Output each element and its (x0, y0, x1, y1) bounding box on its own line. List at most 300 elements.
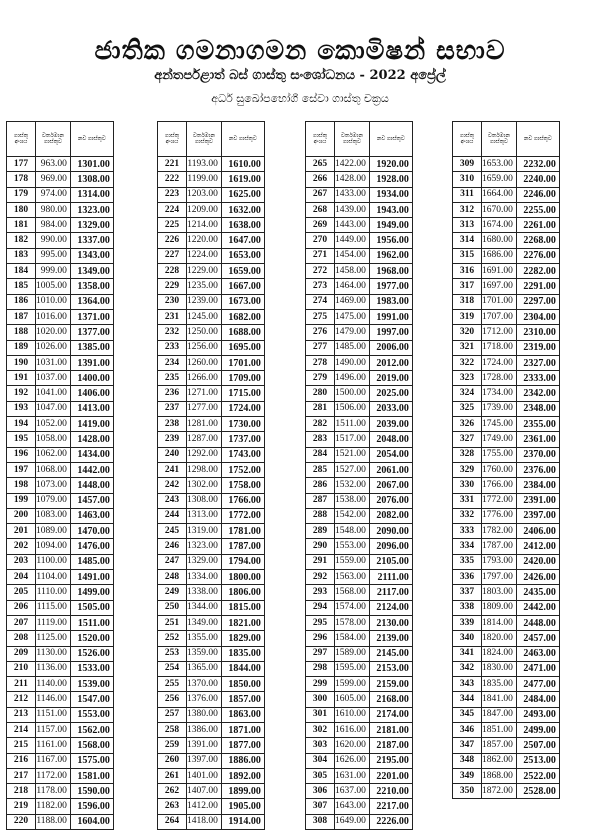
current-fare-cell: 1835.00 (482, 677, 517, 692)
fare-section-cell: 212 (7, 692, 36, 707)
current-fare-cell: 1521.00 (335, 447, 370, 462)
current-fare-cell: 1100.00 (36, 554, 71, 569)
fare-section-cell: 335 (453, 554, 482, 569)
new-fare-cell: 1752.00 (221, 462, 264, 477)
fare-section-cell: 241 (158, 462, 187, 477)
new-fare-cell: 1428.00 (70, 432, 113, 447)
fare-section-cell: 205 (7, 585, 36, 600)
current-fare-cell: 1803.00 (482, 585, 517, 600)
current-fare-cell: 1380.00 (187, 707, 222, 722)
fare-section-cell: 180 (7, 202, 36, 217)
table-row (158, 707, 265, 722)
current-fare-cell: 1734.00 (482, 386, 517, 401)
table-row (306, 554, 413, 569)
current-fare-cell: 1701.00 (482, 294, 517, 309)
table-row (453, 615, 560, 630)
table-row (158, 570, 265, 585)
fare-section-cell: 349 (453, 768, 482, 783)
new-fare-cell: 2240.00 (516, 172, 559, 187)
new-fare-cell: 2124.00 (369, 600, 412, 615)
new-fare-cell: 2348.00 (516, 401, 559, 416)
current-fare-cell: 1559.00 (335, 554, 370, 569)
table-row (7, 202, 114, 217)
new-fare-cell: 2181.00 (369, 722, 412, 737)
fare-section-cell: 317 (453, 279, 482, 294)
fare-section-cell: 181 (7, 218, 36, 233)
new-fare-cell: 2067.00 (369, 478, 412, 493)
new-fare-cell: 1400.00 (70, 371, 113, 386)
current-fare-cell: 1584.00 (335, 631, 370, 646)
current-fare-cell: 974.00 (36, 187, 71, 202)
fare-section-cell: 240 (158, 447, 187, 462)
current-fare-cell: 1125.00 (36, 631, 71, 646)
table-row (453, 707, 560, 722)
col-header-current: වර්තමාන ගාස්තුව (36, 122, 71, 157)
table-row (306, 814, 413, 829)
fare-section-cell: 216 (7, 753, 36, 768)
fare-section-cell: 320 (453, 325, 482, 340)
fare-section-cell: 305 (306, 768, 335, 783)
current-fare-cell: 1428.00 (335, 172, 370, 187)
new-fare-cell: 1949.00 (369, 218, 412, 233)
table-row (7, 309, 114, 324)
new-fare-cell: 2420.00 (516, 554, 559, 569)
new-fare-cell: 2201.00 (369, 768, 412, 783)
table-row (7, 386, 114, 401)
table-row (7, 524, 114, 539)
fare-section-cell: 296 (306, 631, 335, 646)
table-row (158, 401, 265, 416)
fare-section-cell: 206 (7, 600, 36, 615)
fare-section-cell: 232 (158, 325, 187, 340)
fare-section-cell: 233 (158, 340, 187, 355)
table-row (7, 707, 114, 722)
new-fare-cell: 1977.00 (369, 279, 412, 294)
fare-section-cell: 258 (158, 722, 187, 737)
fare-section-cell: 280 (306, 386, 335, 401)
table-row (453, 539, 560, 554)
table-row (453, 432, 560, 447)
current-fare-cell: 963.00 (36, 157, 71, 172)
new-fare-cell: 1539.00 (70, 677, 113, 692)
table-row (158, 799, 265, 814)
current-fare-cell: 1376.00 (187, 692, 222, 707)
fare-section-cell: 316 (453, 264, 482, 279)
new-fare-cell: 1337.00 (70, 233, 113, 248)
current-fare-cell: 1277.00 (187, 401, 222, 416)
table-row (158, 493, 265, 508)
table-row (453, 631, 560, 646)
current-fare-cell: 1016.00 (36, 309, 71, 324)
current-fare-cell: 1664.00 (482, 187, 517, 202)
table-row (158, 554, 265, 569)
current-fare-cell: 1872.00 (482, 784, 517, 799)
current-fare-cell: 1718.00 (482, 340, 517, 355)
current-fare-cell: 1365.00 (187, 661, 222, 676)
current-fare-cell: 1532.00 (335, 478, 370, 493)
current-fare-cell: 1083.00 (36, 508, 71, 523)
new-fare-cell: 1800.00 (221, 570, 264, 585)
fare-section-cell: 263 (158, 799, 187, 814)
table-row (7, 539, 114, 554)
table-row (306, 722, 413, 737)
new-fare-cell: 2477.00 (516, 677, 559, 692)
fare-section-cell: 221 (158, 157, 187, 172)
current-fare-cell: 1068.00 (36, 462, 71, 477)
new-fare-cell: 1575.00 (70, 753, 113, 768)
page-title: ජාතික ගමනාගමන කොමිෂන් සභාව (94, 36, 506, 66)
table-row (306, 524, 413, 539)
table-row (158, 692, 265, 707)
fare-section-cell: 302 (306, 722, 335, 737)
table-row (306, 753, 413, 768)
table-row (306, 600, 413, 615)
table-row (453, 677, 560, 692)
col-header-new: නව ගාස්තුව (516, 122, 559, 157)
table-row (158, 371, 265, 386)
table-row (306, 355, 413, 370)
current-fare-cell: 1178.00 (36, 784, 71, 799)
new-fare-cell: 2463.00 (516, 646, 559, 661)
table-row (306, 478, 413, 493)
table-row (158, 248, 265, 263)
fare-section-cell: 195 (7, 432, 36, 447)
table-row (453, 692, 560, 707)
table-row (453, 462, 560, 477)
new-fare-cell: 2391.00 (516, 493, 559, 508)
current-fare-cell: 1553.00 (335, 539, 370, 554)
table-row (7, 600, 114, 615)
new-fare-cell: 2327.00 (516, 355, 559, 370)
fare-section-cell: 291 (306, 554, 335, 569)
current-fare-cell: 1104.00 (36, 570, 71, 585)
fare-section-cell: 297 (306, 646, 335, 661)
table-row (158, 768, 265, 783)
table-row (453, 646, 560, 661)
new-fare-cell: 2174.00 (369, 707, 412, 722)
current-fare-cell: 1157.00 (36, 722, 71, 737)
current-fare-cell: 1538.00 (335, 493, 370, 508)
new-fare-cell: 1844.00 (221, 661, 264, 676)
fare-section-cell: 226 (158, 233, 187, 248)
table-row (7, 462, 114, 477)
table-row (306, 661, 413, 676)
new-fare-cell: 1886.00 (221, 753, 264, 768)
current-fare-cell: 1511.00 (335, 417, 370, 432)
current-fare-cell: 1659.00 (482, 172, 517, 187)
new-fare-cell: 2255.00 (516, 202, 559, 217)
current-fare-cell: 1793.00 (482, 554, 517, 569)
current-fare-cell: 1439.00 (335, 202, 370, 217)
table-row (453, 508, 560, 523)
fare-section-cell: 251 (158, 615, 187, 630)
current-fare-cell: 1857.00 (482, 738, 517, 753)
new-fare-cell: 1358.00 (70, 279, 113, 294)
current-fare-cell: 1680.00 (482, 233, 517, 248)
fare-section-cell: 326 (453, 417, 482, 432)
current-fare-cell: 1073.00 (36, 478, 71, 493)
current-fare-cell: 1599.00 (335, 677, 370, 692)
fare-section-cell: 245 (158, 524, 187, 539)
new-fare-cell: 1688.00 (221, 325, 264, 340)
fare-section-cell: 325 (453, 401, 482, 416)
new-fare-cell: 2499.00 (516, 722, 559, 737)
current-fare-cell: 1542.00 (335, 508, 370, 523)
table-row (453, 585, 560, 600)
new-fare-cell: 2246.00 (516, 187, 559, 202)
fare-section-cell: 214 (7, 722, 36, 737)
table-row (306, 677, 413, 692)
fare-section-cell: 289 (306, 524, 335, 539)
table-row (306, 264, 413, 279)
fare-section-cell: 281 (306, 401, 335, 416)
fare-section-cell: 321 (453, 340, 482, 355)
new-fare-cell: 1709.00 (221, 371, 264, 386)
fare-section-cell: 327 (453, 432, 482, 447)
new-fare-cell: 2435.00 (516, 585, 559, 600)
fare-section-cell: 191 (7, 371, 36, 386)
table-row (453, 722, 560, 737)
fare-section-cell: 222 (158, 172, 187, 187)
new-fare-cell: 1899.00 (221, 784, 264, 799)
new-fare-cell: 1590.00 (70, 784, 113, 799)
current-fare-cell: 1454.00 (335, 248, 370, 263)
table-row (453, 187, 560, 202)
current-fare-cell: 1755.00 (482, 447, 517, 462)
new-fare-cell: 1349.00 (70, 264, 113, 279)
new-fare-cell: 1943.00 (369, 202, 412, 217)
table-row (453, 264, 560, 279)
new-fare-cell: 1983.00 (369, 294, 412, 309)
fare-section-cell: 183 (7, 248, 36, 263)
table-row (7, 631, 114, 646)
current-fare-cell: 1653.00 (482, 157, 517, 172)
new-fare-cell: 1638.00 (221, 218, 264, 233)
current-fare-cell: 1749.00 (482, 432, 517, 447)
fare-section-cell: 186 (7, 294, 36, 309)
current-fare-cell: 1686.00 (482, 248, 517, 263)
table-row (306, 570, 413, 585)
fare-section-cell: 347 (453, 738, 482, 753)
table-row (7, 646, 114, 661)
fare-section-cell: 218 (7, 784, 36, 799)
fare-section-cell: 288 (306, 508, 335, 523)
new-fare-cell: 2522.00 (516, 768, 559, 783)
fare-section-cell: 189 (7, 340, 36, 355)
table-row (306, 738, 413, 753)
fare-section-cell: 286 (306, 478, 335, 493)
current-fare-cell: 984.00 (36, 218, 71, 233)
current-fare-cell: 1329.00 (187, 554, 222, 569)
current-fare-cell: 1344.00 (187, 600, 222, 615)
fare-section-cell: 203 (7, 554, 36, 569)
fare-section-cell: 311 (453, 187, 482, 202)
fare-section-cell: 310 (453, 172, 482, 187)
current-fare-cell: 1266.00 (187, 371, 222, 386)
current-fare-cell: 1809.00 (482, 600, 517, 615)
current-fare-cell: 1119.00 (36, 615, 71, 630)
table-row (306, 646, 413, 661)
table-row (7, 554, 114, 569)
col-header-section: ගාස්තු අංශය (158, 122, 187, 157)
new-fare-cell: 1737.00 (221, 432, 264, 447)
fare-section-cell: 220 (7, 814, 36, 829)
new-fare-cell: 1905.00 (221, 799, 264, 814)
current-fare-cell: 1250.00 (187, 325, 222, 340)
table-row (158, 172, 265, 187)
new-fare-cell: 1857.00 (221, 692, 264, 707)
new-fare-cell: 2397.00 (516, 508, 559, 523)
table-row (306, 768, 413, 783)
current-fare-cell: 1062.00 (36, 447, 71, 462)
new-fare-cell: 1724.00 (221, 401, 264, 416)
table-row (453, 554, 560, 569)
fare-section-cell: 179 (7, 187, 36, 202)
current-fare-cell: 999.00 (36, 264, 71, 279)
table-row (453, 294, 560, 309)
fare-section-cell: 228 (158, 264, 187, 279)
table-row (453, 600, 560, 615)
current-fare-cell: 1058.00 (36, 432, 71, 447)
table-row (453, 478, 560, 493)
current-fare-cell: 1319.00 (187, 524, 222, 539)
table-row (306, 784, 413, 799)
fare-section-cell: 315 (453, 248, 482, 263)
table-row (453, 355, 560, 370)
current-fare-cell: 1256.00 (187, 340, 222, 355)
fare-section-cell: 197 (7, 462, 36, 477)
fare-section-cell: 250 (158, 600, 187, 615)
new-fare-cell: 2457.00 (516, 631, 559, 646)
new-fare-cell: 2319.00 (516, 340, 559, 355)
new-fare-cell: 1787.00 (221, 539, 264, 554)
current-fare-cell: 1797.00 (482, 570, 517, 585)
new-fare-cell: 2082.00 (369, 508, 412, 523)
fare-section-cell: 213 (7, 707, 36, 722)
table-row (453, 157, 560, 172)
current-fare-cell: 1140.00 (36, 677, 71, 692)
current-fare-cell: 1422.00 (335, 157, 370, 172)
current-fare-cell: 1386.00 (187, 722, 222, 737)
table-row (7, 738, 114, 753)
new-fare-cell: 1406.00 (70, 386, 113, 401)
fare-section-cell: 285 (306, 462, 335, 477)
fare-section-cell: 264 (158, 814, 187, 829)
fare-section-cell: 267 (306, 187, 335, 202)
fare-section-cell: 306 (306, 784, 335, 799)
fare-section-cell: 309 (453, 157, 482, 172)
col-header-section: ගාස්තු අංශය (306, 122, 335, 157)
new-fare-cell: 1391.00 (70, 355, 113, 370)
table-row (453, 447, 560, 462)
new-fare-cell: 2210.00 (369, 784, 412, 799)
table-row (306, 417, 413, 432)
current-fare-cell: 1349.00 (187, 615, 222, 630)
fare-section-cell: 192 (7, 386, 36, 401)
fare-section-cell: 217 (7, 768, 36, 783)
fare-section-cell: 304 (306, 753, 335, 768)
new-fare-cell: 1730.00 (221, 417, 264, 432)
new-fare-cell: 2111.00 (369, 570, 412, 585)
fare-section-cell: 339 (453, 615, 482, 630)
new-fare-cell: 1610.00 (221, 157, 264, 172)
table-row (158, 738, 265, 753)
fare-section-cell: 238 (158, 417, 187, 432)
fare-section-cell: 332 (453, 508, 482, 523)
table-row (158, 631, 265, 646)
fare-section-cell: 275 (306, 309, 335, 324)
fare-section-cell: 185 (7, 279, 36, 294)
current-fare-cell: 1697.00 (482, 279, 517, 294)
table-row (306, 309, 413, 324)
current-fare-cell: 1005.00 (36, 279, 71, 294)
new-fare-cell: 1682.00 (221, 309, 264, 324)
new-fare-cell: 2232.00 (516, 157, 559, 172)
current-fare-cell: 1830.00 (482, 661, 517, 676)
new-fare-cell: 2333.00 (516, 371, 559, 386)
new-fare-cell: 1533.00 (70, 661, 113, 676)
fare-section-cell: 334 (453, 539, 482, 554)
new-fare-cell: 1863.00 (221, 707, 264, 722)
fare-section-cell: 194 (7, 417, 36, 432)
table-row (306, 325, 413, 340)
new-fare-cell: 1457.00 (70, 493, 113, 508)
fare-section-cell: 242 (158, 478, 187, 493)
new-fare-cell: 2145.00 (369, 646, 412, 661)
current-fare-cell: 1631.00 (335, 768, 370, 783)
table-row (158, 264, 265, 279)
new-fare-cell: 2096.00 (369, 539, 412, 554)
new-fare-cell: 1364.00 (70, 294, 113, 309)
fare-section-cell: 299 (306, 677, 335, 692)
current-fare-cell: 1260.00 (187, 355, 222, 370)
fare-section-cell: 259 (158, 738, 187, 753)
current-fare-cell: 1020.00 (36, 325, 71, 340)
table-row (306, 707, 413, 722)
fare-section-cell: 208 (7, 631, 36, 646)
current-fare-cell: 1041.00 (36, 386, 71, 401)
current-fare-cell: 1548.00 (335, 524, 370, 539)
current-fare-cell: 1151.00 (36, 707, 71, 722)
fare-section-cell: 303 (306, 738, 335, 753)
current-fare-cell: 1203.00 (187, 187, 222, 202)
table-row (7, 340, 114, 355)
current-fare-cell: 1418.00 (187, 814, 222, 829)
new-fare-cell: 1476.00 (70, 539, 113, 554)
fare-section-cell: 298 (306, 661, 335, 676)
current-fare-cell: 1449.00 (335, 233, 370, 248)
current-fare-cell: 1605.00 (335, 692, 370, 707)
fare-section-cell: 229 (158, 279, 187, 294)
new-fare-cell: 2105.00 (369, 554, 412, 569)
table-row (7, 508, 114, 523)
new-fare-cell: 2006.00 (369, 340, 412, 355)
new-fare-cell: 1442.00 (70, 462, 113, 477)
new-fare-cell: 1647.00 (221, 233, 264, 248)
current-fare-cell: 1485.00 (335, 340, 370, 355)
fare-section-cell: 223 (158, 187, 187, 202)
current-fare-cell: 1079.00 (36, 493, 71, 508)
current-fare-cell: 1401.00 (187, 768, 222, 783)
fare-section-cell: 204 (7, 570, 36, 585)
table-row (306, 508, 413, 523)
new-fare-cell: 2012.00 (369, 355, 412, 370)
col-header-new: නව ගාස්තුව (70, 122, 113, 157)
current-fare-cell: 1089.00 (36, 524, 71, 539)
current-fare-cell: 1209.00 (187, 202, 222, 217)
new-fare-cell: 1632.00 (221, 202, 264, 217)
fare-section-cell: 253 (158, 646, 187, 661)
